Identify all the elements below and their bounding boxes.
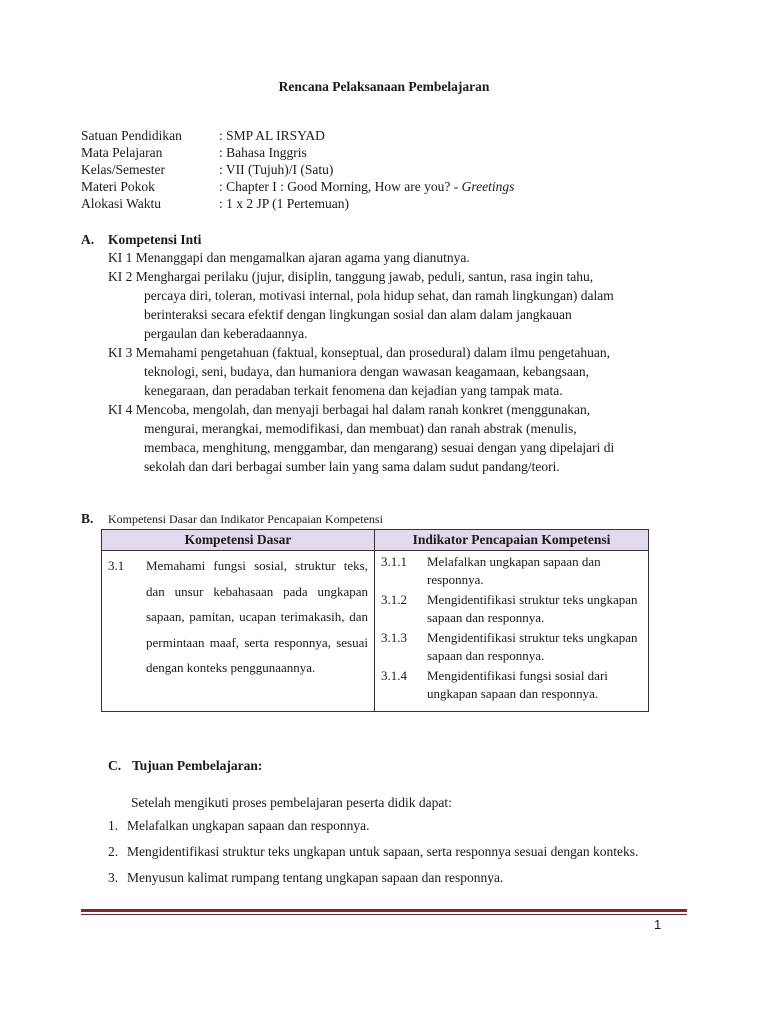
meta-label: Kelas/Semester <box>81 162 165 177</box>
meta-label: Satuan Pendidikan <box>81 128 182 143</box>
ki-item-3 <box>108 343 687 400</box>
goals-intro: Setelah mengikuti proses pembelajaran peserta didik dapat: <box>131 795 452 810</box>
document-title: Rencana Pelaksanaan Pembelajaran <box>278 79 490 94</box>
section-title: Kompetensi Inti <box>108 232 202 247</box>
indicator-number: 3.1.3 <box>381 630 407 645</box>
ki-line: berinteraksi secara efektif dengan lingkungan sosial dan alam dalam jangkauan <box>144 307 572 322</box>
goal-text: Melafalkan ungkapan sapaan dan responnya. <box>127 818 370 833</box>
kd-text: Memahami fungsi sosial, struktur teks, dan unsur kebahasaan pada ungkapan sapaan, pamitan, ucapan terimakasih, dan permintaan maaf, serta responnya, sesuai dengan konteks penggunaannya. <box>146 558 368 675</box>
meta-label: Mata Pelajaran <box>81 145 163 160</box>
ki-line: KI 3 Memahami pengetahuan (faktual, konseptual, dan prosedural) dalam ilmu pengetahuan, <box>108 345 610 360</box>
section-title: Kompetensi Dasar dan Indikator Pencapaian Kompetensi <box>108 512 383 526</box>
meta-value: : SMP AL IRSYAD <box>219 128 325 143</box>
identity-block <box>81 127 514 212</box>
goals-list <box>108 814 687 892</box>
page-number: 1 <box>654 917 662 932</box>
column-header: Indikator Pencapaian Kompetensi <box>375 530 649 551</box>
kd-entry <box>108 553 368 681</box>
ki-item-2 <box>108 267 687 343</box>
goal-text: Mengidentifikasi struktur teks ungkapan untuk sapaan, serta responnya sesuai dengan konteks. <box>127 844 639 859</box>
indicator-number: 3.1.4 <box>381 668 407 683</box>
indicator-item <box>381 629 642 664</box>
ki-line: mengurai, merangkai, memodifikasi, dan membuat) dan ranah abstrak (menulis, <box>144 421 577 436</box>
indicator-text: Melafalkan ungkapan sapaan dan responnya. <box>427 554 601 587</box>
kd-cell <box>102 551 375 712</box>
indicator-text: Mengidentifikasi fungsi sosial dari ungkapan sapaan dan responnya. <box>427 668 608 701</box>
section-title: Tujuan Pembelajaran: <box>132 758 263 773</box>
goal-number: 2. <box>108 844 119 859</box>
column-header: Kompetensi Dasar <box>102 530 375 551</box>
indicator-text: Mengidentifikasi struktur teks ungkapan sapaan dan responnya. <box>427 592 638 625</box>
meta-value: : VII (Tujuh)/I (Satu) <box>219 162 334 177</box>
indicator-item <box>381 553 642 588</box>
goal-text: Menyusun kalimat rumpang tentang ungkapan sapaan dan responnya. <box>127 870 504 885</box>
ki-line: kenegaraan, dan peradaban terkait fenomena dan kejadian yang tampak mata. <box>144 383 563 398</box>
ki-item-4 <box>108 400 687 476</box>
table-row <box>102 551 649 712</box>
section-b-heading <box>81 511 383 527</box>
indicator-item <box>381 591 642 626</box>
meta-label: Alokasi Waktu <box>81 196 162 211</box>
goal-number: 1. <box>108 818 119 833</box>
indicator-number: 3.1.2 <box>381 592 407 607</box>
meta-value: : Bahasa Inggris <box>219 145 307 160</box>
meta-row-mapel <box>81 144 514 161</box>
ki-list <box>108 248 687 476</box>
meta-row-materi <box>81 178 514 195</box>
section-letter: C. <box>108 758 122 773</box>
indicator-text: Mengidentifikasi struktur teks ungkapan sapaan dan responnya. <box>427 630 638 663</box>
section-a-heading <box>81 232 687 248</box>
list-item <box>108 814 687 838</box>
meta-value: : 1 x 2 JP (1 Pertemuan) <box>219 196 349 211</box>
meta-row-alokasi <box>81 195 514 212</box>
ki-line: pergaulan dan keberadaannya. <box>144 326 308 341</box>
section-letter: A. <box>81 232 95 247</box>
meta-value-italic: Greetings <box>461 179 515 194</box>
meta-row-kelas <box>81 161 514 178</box>
ki-line: teknologi, seni, budaya, dan humaniora dengan wawasan keagamaan, kebangsaan, <box>144 364 589 379</box>
ki-line: membaca, menghitung, menggambar, dan mengarang) sesuai dengan yang dipelajari di <box>144 440 615 455</box>
indicator-item <box>381 667 642 702</box>
section-c-heading <box>108 758 262 774</box>
meta-value <box>219 178 514 195</box>
indicator-number: 3.1.1 <box>381 554 407 569</box>
ki-line: percaya diri, toleran, motivasi internal, pola hidup sehat, dan ramah lingkungan) dalam <box>144 288 614 303</box>
table-header-row <box>102 530 649 551</box>
ki-line: KI 4 Mencoba, mengolah, dan menyaji berbagai hal dalam ranah konkret (menggunakan, <box>108 402 591 417</box>
section-kompetensi-inti <box>81 232 687 476</box>
footer-rule-thin <box>81 914 687 915</box>
ki-item-1 <box>108 248 687 267</box>
kd-number: 3.1 <box>108 558 125 573</box>
list-item <box>108 840 687 864</box>
meta-label: Materi Pokok <box>81 179 155 194</box>
ki-line: sekolah dan dari berbagai sumber lain yang sama dalam sudut pandang/teori. <box>144 459 560 474</box>
ki-line: KI 1 Menanggapi dan mengamalkan ajaran agama yang dianutnya. <box>108 250 470 265</box>
section-letter: B. <box>81 511 94 526</box>
goal-number: 3. <box>108 870 119 885</box>
footer-rule-thick <box>81 909 687 912</box>
indicator-cell <box>375 551 649 712</box>
ki-line: KI 2 Menghargai perilaku (jujur, disiplin, tanggung jawab, peduli, santun, rasa ingin tahu, <box>108 269 594 284</box>
competency-table <box>101 529 649 712</box>
list-item <box>108 866 687 890</box>
meta-row-satuan <box>81 127 514 144</box>
meta-value-text: : Chapter I : Good Morning, How are you? - <box>219 179 462 194</box>
